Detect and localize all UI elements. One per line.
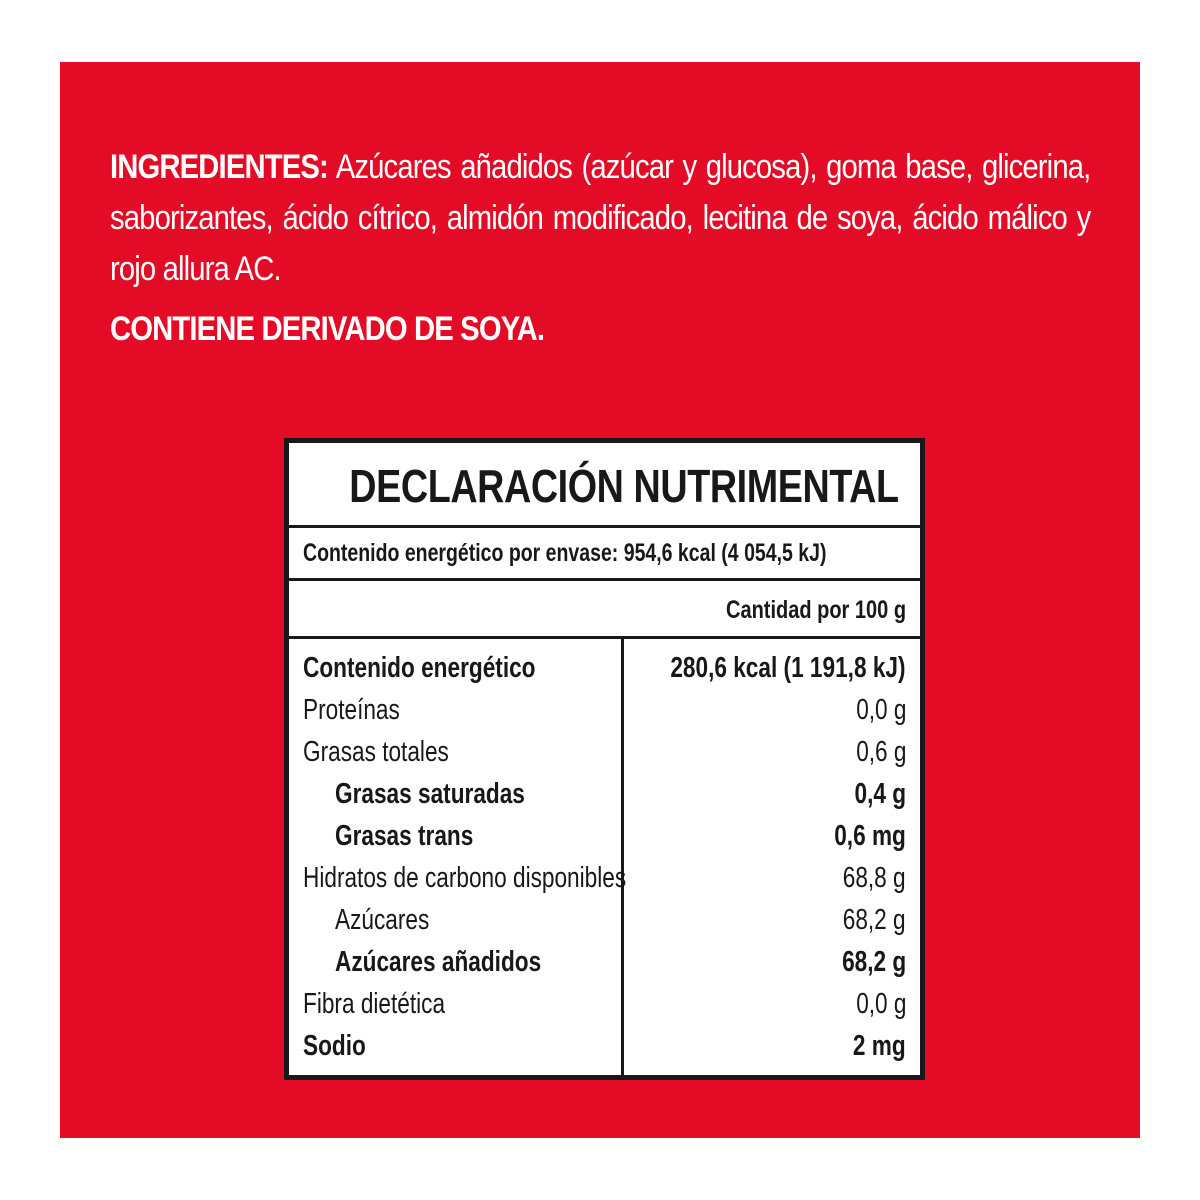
nutrient-name: Proteínas xyxy=(303,694,400,726)
nutrient-name: Azúcares xyxy=(335,904,430,936)
nutrient-name: Fibra dietética xyxy=(303,988,446,1020)
table-row xyxy=(289,899,920,941)
allergen-note: CONTIENE DERIVADO DE SOYA. xyxy=(110,310,545,348)
quantity-header-text: Cantidad por 100 g xyxy=(725,596,906,624)
table-row xyxy=(289,983,920,1025)
energy-per-package-text: Contenido energético por envase: 954,6 kcal (4 054,5 kJ) xyxy=(303,539,827,567)
nutrient-value: 0,6 g xyxy=(855,736,906,768)
table-row xyxy=(289,857,920,899)
nutrient-value: 0,0 g xyxy=(855,694,906,726)
table-row xyxy=(289,647,920,689)
nutrient-value: 68,2 g xyxy=(841,946,906,978)
nutrition-title-text: DECLARACIÓN NUTRIMENTAL xyxy=(349,460,899,512)
quantity-header xyxy=(289,581,920,639)
nutrition-table xyxy=(284,438,925,1080)
table-row xyxy=(289,773,920,815)
ingredients-paragraph xyxy=(110,142,1090,295)
nutrient-value: 0,6 mg xyxy=(834,820,906,852)
nutrient-value: 0,4 g xyxy=(854,778,906,810)
ingredients-text: Azúcares añadidos (azúcar y glucosa), goma base, glicerina, saborizantes, ácido cítrico, almidón modificado, lecitina de soya, ácido málico y rojo allura AC. xyxy=(110,148,1091,288)
nutrient-name: Grasas totales xyxy=(303,736,449,768)
table-row xyxy=(289,731,920,773)
table-row xyxy=(289,941,920,983)
nutrient-name: Grasas saturadas xyxy=(335,778,525,810)
nutrient-value: 2 mg xyxy=(853,1030,906,1062)
ingredients-label: INGREDIENTES: xyxy=(110,148,328,186)
energy-per-package xyxy=(289,528,920,581)
nutrient-name: Contenido energético xyxy=(303,652,536,684)
nutrient-name: Sodio xyxy=(303,1030,366,1062)
nutrient-name: Azúcares añadidos xyxy=(335,946,542,978)
nutrient-value: 0,0 g xyxy=(855,988,906,1020)
table-row xyxy=(289,689,920,731)
nutrition-title xyxy=(289,443,920,528)
table-row xyxy=(289,1025,920,1067)
table-row xyxy=(289,815,920,857)
nutrient-name: Grasas trans xyxy=(335,820,474,852)
nutrient-value: 68,2 g xyxy=(843,904,906,936)
nutrition-body xyxy=(289,639,920,1075)
nutrient-name: Hidratos de carbono disponibles xyxy=(303,862,627,894)
nutrient-value: 280,6 kcal (1 191,8 kJ) xyxy=(670,652,906,684)
label-panel xyxy=(60,62,1140,1138)
nutrient-value: 68,8 g xyxy=(843,862,906,894)
